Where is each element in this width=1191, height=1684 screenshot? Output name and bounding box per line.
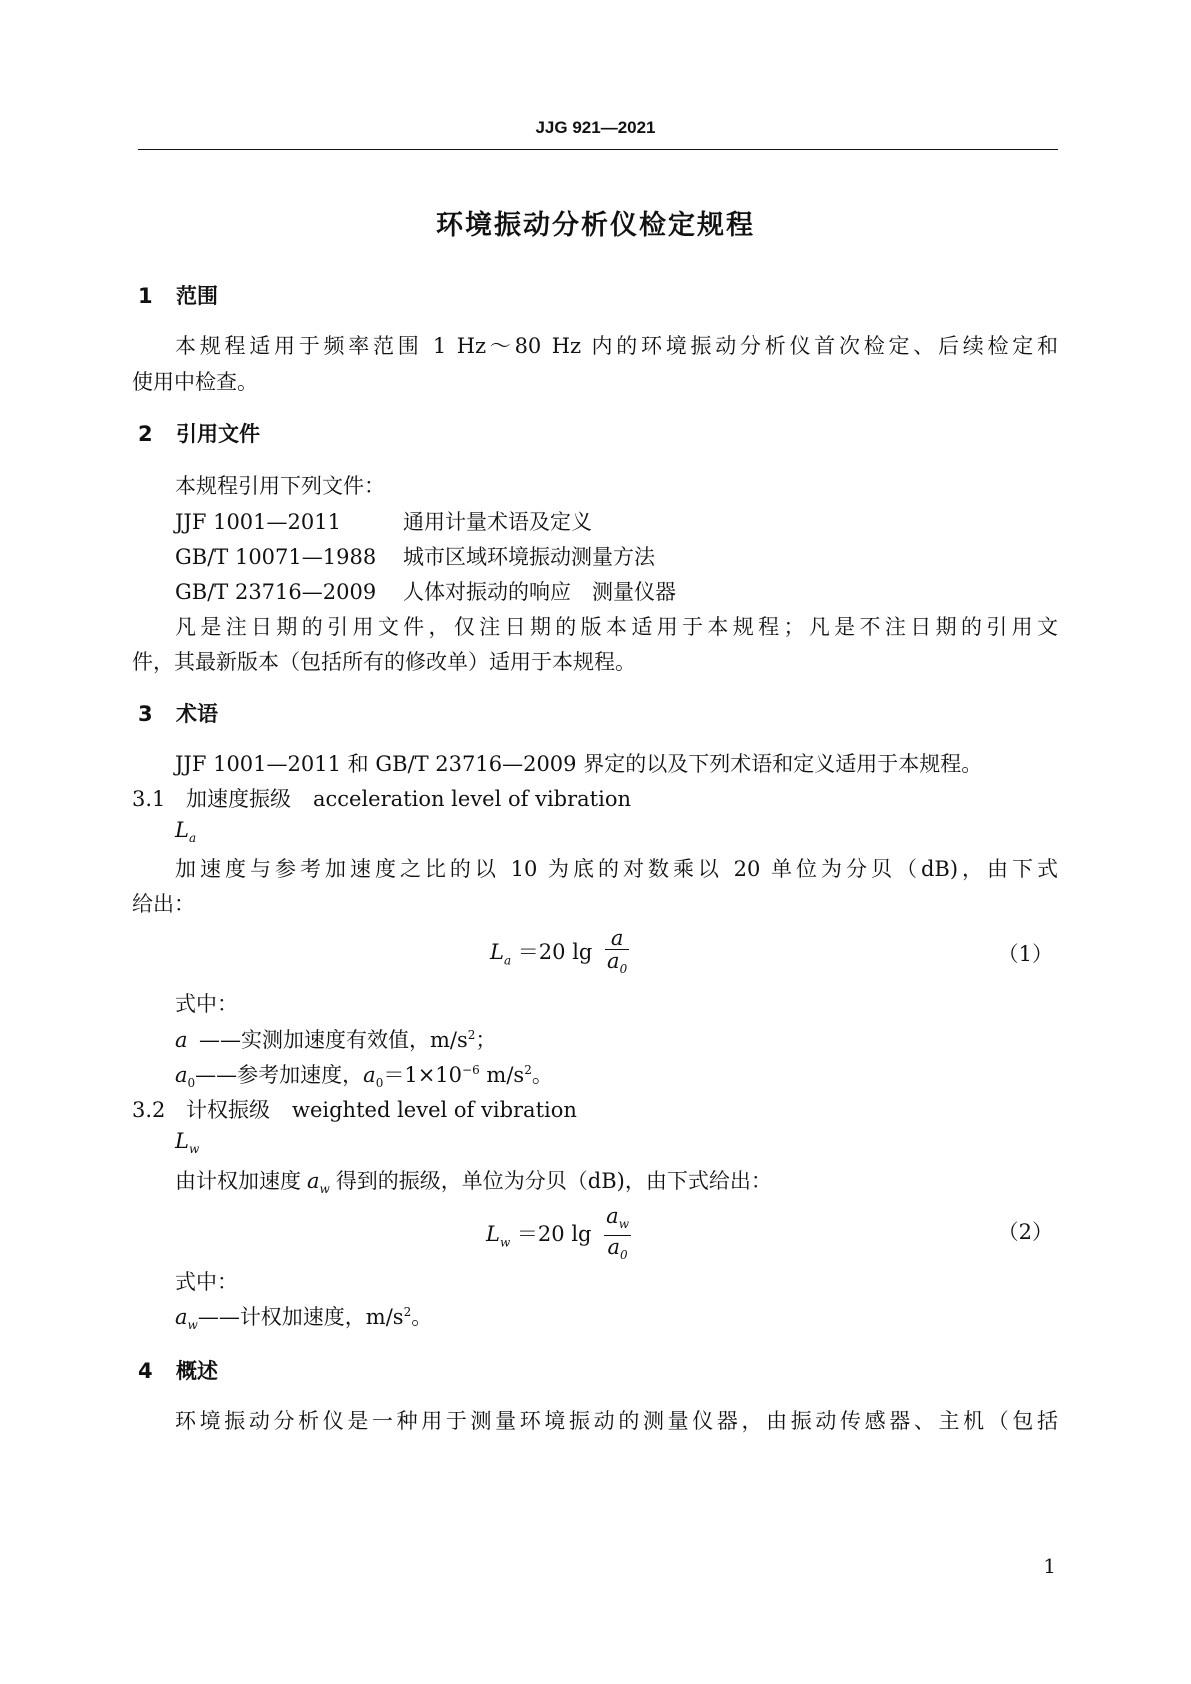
denominator-symbol: a [607, 949, 620, 973]
references-note-line-2: 件，其最新版本（包括所有的修改单）适用于本规程。 [132, 650, 636, 674]
equation-number-2: （2） [997, 1220, 1053, 1244]
reference-title: 城市区域环境振动测量方法 [403, 545, 655, 569]
term-zh: 加速度振级 [186, 787, 291, 811]
scope-paragraph-line-1: 本规程适用于频率范围 1 Hz～80 Hz 内的环境振动分析仪首次检定、后续检定和 [175, 334, 1058, 358]
term-zh: 计权振级 [186, 1098, 270, 1122]
fraction-numerator [604, 1205, 631, 1236]
unit: m/s [479, 1063, 525, 1087]
unit-exponent: 2 [403, 1305, 412, 1319]
punctuation: 。 [411, 1305, 433, 1329]
numerator-subscript: w [618, 1217, 629, 1232]
header-rule [138, 149, 1058, 150]
standard-code-header: JJG 921—2021 [535, 118, 656, 137]
variable-subscript: 0 [187, 1076, 196, 1091]
formula-lhs: L [486, 1222, 500, 1247]
variable-text: ——计权加速度，m/s [197, 1305, 404, 1329]
scope-paragraph-line-2: 使用中检查。 [132, 370, 258, 394]
reference-item [175, 506, 592, 536]
variable-symbol: a [175, 1063, 188, 1087]
section-2-heading [138, 418, 260, 448]
reference-title: 人体对振动的响应 测量仪器 [403, 580, 676, 604]
section-4-heading [138, 1355, 218, 1385]
term-3-1-definition-line-1: 加速度与参考加速度之比的以 10 为底的对数乘以 20 单位为分贝（dB)，由下式 [175, 857, 1058, 881]
reference-code: GB/T 23716—2009 [175, 580, 377, 604]
variable-subscript: w [187, 1318, 198, 1333]
variable-definition [175, 1301, 432, 1332]
section-number: 3 [138, 702, 153, 726]
variable-definition [175, 1024, 496, 1054]
variable-text: ——参考加速度， [195, 1063, 364, 1087]
formula-lhs: L [490, 940, 504, 965]
definition-text: 由计权加速度 [175, 1169, 301, 1193]
definition-symbol: a [307, 1169, 320, 1193]
section-title: 范围 [176, 284, 218, 308]
reference-code: JJF 1001—2011 [175, 510, 341, 534]
variable-symbol: a [175, 1305, 188, 1329]
fraction-numerator [605, 927, 629, 950]
page-number: 1 [1043, 1554, 1056, 1578]
formula-lhs-subscript: a [503, 953, 512, 968]
reference-item [175, 576, 676, 606]
symbol-subscript: w [188, 1142, 200, 1157]
formula-fraction [605, 927, 629, 980]
unit-exponent: 2 [467, 1028, 476, 1042]
term-en: weighted level of vibration [292, 1098, 577, 1122]
section-1-heading [138, 280, 218, 310]
reference-code: GB/T 10071—1988 [175, 545, 377, 569]
term-symbol [175, 818, 196, 845]
term-number: 3.1 [132, 787, 166, 811]
variable-symbol: a [175, 1028, 188, 1052]
fraction-denominator [605, 950, 629, 980]
section-3-heading [138, 698, 218, 728]
punctuation: ； [475, 1028, 497, 1052]
numerator-symbol: a [606, 1204, 619, 1228]
terms-intro: JJF 1001—2011 和 GB/T 23716—2009 界定的以及下列术语和定义适用于本规程。 [175, 752, 983, 776]
references-intro: 本规程引用下列文件： [175, 474, 385, 498]
unit-exponent: 2 [524, 1063, 532, 1077]
definition-subscript: w [319, 1182, 330, 1197]
variable-symbol-inline: a [363, 1063, 376, 1087]
where-label: 式中： [175, 1270, 238, 1294]
formula-1 [490, 927, 629, 980]
denominator-symbol: a [607, 1235, 621, 1260]
value-exponent: −6 [462, 1063, 480, 1077]
term-3-2-definition [175, 1165, 772, 1196]
term-3-1-definition-line-2: 给出： [132, 892, 195, 916]
section-title: 概述 [176, 1359, 218, 1383]
section-number: 2 [138, 422, 153, 446]
reference-item [175, 541, 655, 571]
symbol-subscript: a [188, 831, 197, 846]
symbol-letter: L [175, 818, 189, 842]
formula-lhs-subscript: w [499, 1235, 511, 1250]
formula-rhs-prefix: ＝20 lg [517, 940, 593, 965]
term-3-2-heading [132, 1094, 577, 1124]
section-number: 4 [138, 1359, 153, 1383]
formula-rhs-prefix: ＝20 lg [516, 1222, 592, 1247]
section-title: 引用文件 [176, 422, 260, 446]
term-symbol [175, 1129, 199, 1156]
term-en: acceleration level of vibration [313, 787, 631, 811]
reference-title: 通用计量术语及定义 [403, 510, 592, 534]
term-3-1-heading [132, 783, 631, 813]
term-number: 3.2 [132, 1098, 166, 1122]
symbol-letter: L [175, 1129, 189, 1153]
denominator-subscript: 0 [619, 962, 628, 977]
section-number: 1 [138, 284, 153, 308]
numerator-symbol: a [610, 926, 624, 950]
punctuation: 。 [531, 1063, 553, 1087]
overview-paragraph-line-1: 环境振动分析仪是一种用于测量环境振动的测量仪器，由振动传感器、主机（包括 [175, 1409, 1058, 1433]
fraction-denominator [604, 1236, 631, 1266]
section-title: 术语 [176, 702, 218, 726]
document-title: 环境振动分析仪检定规程 [436, 210, 755, 241]
denominator-subscript: 0 [620, 1248, 628, 1263]
variable-text: ——实测加速度有效值，m/s [199, 1028, 468, 1052]
references-note-line-1: 凡是注日期的引用文件，仅注日期的版本适用于本规程；凡是不注日期的引用文 [175, 615, 1058, 639]
equation-number-1: （1） [997, 942, 1053, 966]
definition-text: 得到的振级，单位为分贝（dB)，由下式给出： [335, 1169, 772, 1193]
variable-subscript-inline: 0 [375, 1076, 384, 1091]
where-label: 式中： [175, 992, 238, 1016]
formula-fraction [604, 1205, 631, 1266]
variable-definition [175, 1059, 553, 1090]
variable-value: ＝1×10 [383, 1063, 463, 1087]
formula-2 [486, 1205, 631, 1266]
